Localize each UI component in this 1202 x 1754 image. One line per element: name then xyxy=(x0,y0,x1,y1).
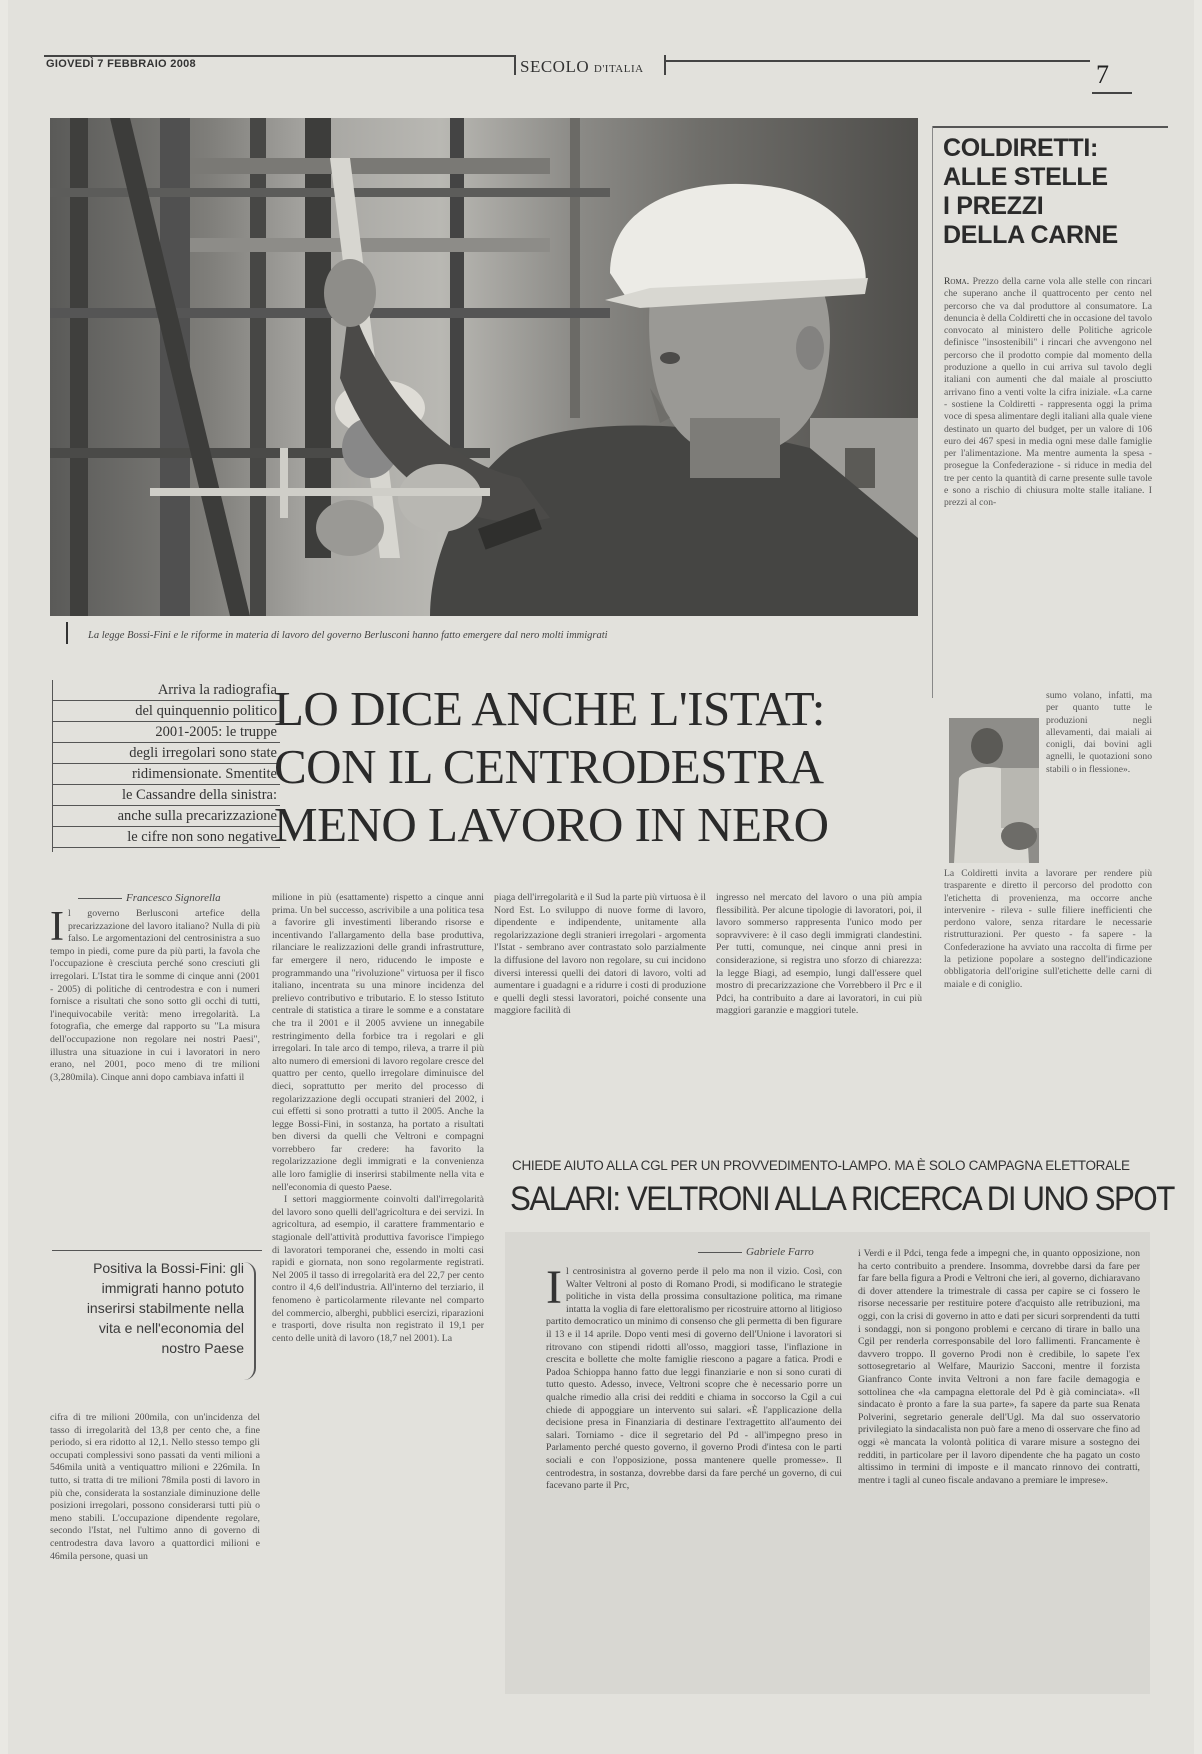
deck-line: 2001-2005: le truppe xyxy=(52,722,280,743)
main-headline xyxy=(274,680,914,854)
sidebar-body-end: La Coldiretti invita a lavorare per rendere più trasparente e diretto il percorso del prodotto con l'etichetta di provenienza, ma occorre anche intervenire - rileva - sulle filiere inefficienti che perdono valore, senza ritardare le necessarie ristrutturazioni. Per questo - fa sapere - la Confederazione ha avviato una raccolta di firme per la petizione popolare a sostegno dell'indicazione obbligatoria dell'origine sull'etichette delle carni di maiale e di coniglio. xyxy=(944,868,1152,990)
caption-bar xyxy=(66,622,68,644)
main-column-4: ingresso nel mercato del lavoro o una più ampia flessibilità. Per alcune tipologie di lavoratori, poi, il lavoro sommerso rappresenta l'unico modo per sopravvivere: è il caso degli immigrati clandestini. Per tutti, comunque, nei cinque anni presi in considerazione, si registra uno sforzo di chiarezza: la legge Biagi, ad esempio, lungi dall'essere quel mostro di precarizzazione che Vorrebbero il Prc e il Pdci, ha contribuito a dare ai lavoratori, in cui più maggiori garanzie e maggiori tutele. xyxy=(716,892,922,1017)
salari-headline: SALARI: VELTRONI ALLA RICERCA DI UNO SPOT xyxy=(510,1180,1174,1218)
page-number-rule xyxy=(1092,92,1132,94)
main-column-2 xyxy=(272,892,484,1695)
sidebar-body-continued: sumo volano, infatti, ma per quanto tutte le produzioni negli allevamenti, dai maiali ai conigli, dai bovini agli agnelli, le quotazioni sono stabili o in flessione». xyxy=(1046,690,1152,775)
salari-column-1-text: l centrosinistra al governo perde il pelo ma non il vizio. Così, con Walter Veltroni al posto di Romano Prodi, si modificano le strategie politiche in vista della prossima consultazione politica, ma rimane intatta la voglia di fare elettoralismo per ricostruire attorno al litigioso partito democratico un minimo di consenso che gli permetta di ben figurare il 13 e il 14 aprile. Dopo venti mesi di governo dell'Unione i lavoratori si ritrovano con stipendi ridotti all'osso, maggiori tasse, l'inflazione in crescita e bollette che molte famiglie riescono a pagare a fatica. Prodi e Padoa Schioppa hanno fatto due leggi finanziarie e non si sono curati di tutto questo. Adesso, invece, Veltroni scopre che è necessario porre un qualche rimedio alla crisi dei redditi e chiama in soccorso la Cgil a cui chiede di appoggiare un intervento sui salari. «È l'applicazione della decisione presa in Finanziaria di destinare l'extragettito all'aumento dei salari. Torniamo - dice il segretario del Pd - all'impegno preso in Parlamento perché questo governo, il governo Prodi d'intesa con le parti sociali e con l'opposizione, possa mantenere quelle promesse». Il centrodestra, in sostanza, dovrebbe darsi da fare perché un governo, di cui facevano parte il Prc, xyxy=(546,1266,842,1492)
sidebar-body xyxy=(944,276,1152,510)
masthead-name: SECOLO xyxy=(520,57,590,76)
pull-quote-rule xyxy=(52,1250,262,1251)
main-dropcap: I xyxy=(50,908,64,950)
butcher-illustration xyxy=(949,718,1039,863)
main-column-1b: cifra di tre milioni 200mila, con un'incidenza del tasso di irregolarità del 13,8 per cento che, a fine periodo, si era ridotto al 12,1. Nello stesso tempo gli occupati complessivi sono passati da venti milioni a 546mila unità a ventiquattro milioni e 226mila. In tutto, si tratta di tre milioni 78mila posti di lavoro in più che, considerata la sostanziale diminuzione delle posizioni irregolari, possono considerarsi tutti più o meno stabili. L'occupazione dipendente regolare, secondo l'Istat, nel l'ultimo anno di governo di centrodestra dava lavoro a quattordici milioni e 46mila persone, quasi un xyxy=(50,1412,260,1562)
deck xyxy=(52,680,280,848)
masthead-suffix: D'ITALIA xyxy=(593,63,644,75)
deck-line: Arriva la radiografia xyxy=(52,680,280,701)
headline-line: CON IL CENTRODESTRA xyxy=(274,739,824,794)
worker-illustration xyxy=(50,118,918,616)
butcher-photo xyxy=(949,718,1039,863)
photo-caption: La legge Bossi-Fini e le riforme in materia di lavoro del governo Berlusconi hanno fatto emergere dal nero molti immigrati xyxy=(88,630,608,641)
deck-line: del quinquennio politico xyxy=(52,701,280,722)
sidebar-headline-line: I PREZZI xyxy=(943,192,1044,220)
newspaper-page xyxy=(8,0,1194,1754)
salari-byline: Gabriele Farro xyxy=(698,1246,814,1258)
page-number: 7 xyxy=(1096,60,1109,89)
main-byline: Francesco Signorella xyxy=(78,892,221,904)
main-column-1 xyxy=(50,908,260,1226)
deck-line: anche sulla precarizzazione xyxy=(52,806,280,827)
deck-line: le cifre non sono negative xyxy=(52,827,280,848)
sidebar-headline-line: COLDIRETTI: xyxy=(943,134,1099,162)
main-column-1-text: l governo Berlusconi artefice della precarizzazione del lavoro italiano? Nulla di più falso. Le argomentazioni del centrosinistra a suo tempo in piedi, come pure da più parti, la favola che l'occupazione è cresciuta perché sono cresciuti gli irregolari. L'Istat tira le somme di cinque anni (2001 - 2005) di politiche di centrodestra e con i numeri fornisce a risultati che sono sotto gli occhi di tutti, l'inequivocabile verità: meno irregolarità. La fotografia, che emerge dal rapporto su "La misura dell'occupazione non regolare nei nostri Paesi", illustra una situazione in cui i lavoratori in nero erano, nel 2001, poco meno di tre milioni (3,280mila). Cinque anni dopo cambiava infatti il xyxy=(50,908,260,1083)
deck-line: le Cassandre della sinistra: xyxy=(52,785,280,806)
header-date: GIOVEDÌ 7 FEBBRAIO 2008 xyxy=(46,58,196,70)
salari-dropcap: I xyxy=(546,1266,562,1314)
main-column-2-text: milione in più (esattamente) rispetto a cinque anni prima. Un bel successo, ascrivibile a una politica tesa a favorire gli investimenti liberando risorse e incentivando l'allargamento della base produttiva, rilanciare le realizzazioni delle grandi infrastrutture, far emergere il nero, riducendo le imposte e programmando una "rivoluzione" virtuosa per il fisco italiano, incentrata su una minore incidenza del prelievo contributivo e tributario. E lo stesso Istituto centrale di statistica a tirare le somme e a constatare che tra il 2001 e il 2005 avviene un innegabile restringimento della forbice tra i regolari e gli irregolari. In tale arco di tempo, rileva, a trarre il più alto numero di emersioni di lavoro regolare cresce del quattro per cento, quello irregolare diminuisce del dieci, soprattutto per merito del processo di regolarizzazione degli occupati stranieri del 2002, i cui effetti si sono protratti a tutto il 2005. Anche la legge Bossi-Fini, in sostanza, ha portato a risultati ben diversi da quelli che Veltroni e compagni vorrebbero far credere: ha favorito la regolarizzazione degli immigrati e la convenienza alle loro famiglie di inserirsi stabilmente nella vita e nell'economia di questo Paese. xyxy=(272,892,484,1193)
salari-kicker: CHIEDE AIUTO ALLA CGL PER UN PROVVEDIMENTO-LAMPO. MA È SOLO CAMPAGNA ELETTORALE xyxy=(512,1158,1130,1173)
pull-quote: Positiva la Bossi-Fini: gli immigrati hanno potuto inserirsi stabilmente nella vita e nell'economia del nostro Paese xyxy=(86,1260,244,1356)
sidebar-dateline: Roma. xyxy=(944,276,970,287)
header-tick xyxy=(514,55,516,75)
sidebar-rule xyxy=(932,126,1168,128)
main-column-2b-text: I settori maggiormente coinvolti dall'irregolarità del lavoro sono quelli dell'agricoltura e dei servizi. In agricoltura, ad esempio, il carattere frammentario e stagionale dell'attività produttiva favorisce l'impiego di lavoratori temporanei che, essendo in molti casi rapidi e giornata, non sono regolarmente registrati. Nel 2005 il tasso di irregolarità era del 22,7 per cento contro il 4,6 dell'industria. All'interno del terziario, il fenomeno è particolarmente rilevante nel comparto del commercio, alberghi, pubblici esercizi, riparazioni e trasporti, dove risulta non registrato il 19,1 per cento delle unità di lavoro (18,7 nel 2001). La xyxy=(272,1194,484,1344)
salari-column-1 xyxy=(546,1266,842,1690)
sidebar-headline-line: ALLE STELLE xyxy=(943,163,1108,191)
pull-quote-brace xyxy=(244,1262,256,1380)
sidebar-body-text: Prezzo della carne vola alle stelle con rincari che superano anche il quattrocento per cento nel percorso che va dal produttore al consumatore. La denuncia è della Coldiretti che in occasione del tavolo convocato al ministero delle Politiche agricole definisce "insostenibili" i rincari che avvengono nel percorso che il prodotto compie dal momento della produzione a quello in cui arriva sul tavolo degli italiani con aumenti che dal maiale al prosciutto arrivano fino a venti volte la cifra iniziale. «La carne - sostiene la Coldiretti - rappresenta oggi la prima voce di spesa alimentare degli italiani alla quale viene destinato un quarto del budget, per un valore di 106 euro dei 467 spesi in media ogni mese dalle famiglie per l'alimentazione. Ma mentre aumenta la spesa - prosegue la Confederazione - si riduce in media del tre per cento la quantità di carne presente sulle tavole e sono a rischio di chiusura molte stalle italiane. I prezzi al con- xyxy=(944,276,1152,509)
header-rule-right xyxy=(664,60,1090,62)
deck-line: degli irregolari sono state xyxy=(52,743,280,764)
sidebar-headline-line: DELLA CARNE xyxy=(943,221,1118,249)
headline-line: LO DICE ANCHE L'ISTAT: xyxy=(274,681,825,736)
worker-photo xyxy=(50,118,918,616)
deck-line: ridimensionate. Smentite xyxy=(52,764,280,785)
masthead xyxy=(520,57,644,77)
sidebar-headline xyxy=(943,134,1153,250)
header-tick-right xyxy=(664,55,666,75)
header-rule-left xyxy=(44,55,514,57)
salari-column-2: i Verdi e il Pdci, tenga fede a impegni che, in quanto opposizione, non ha certo contribuito a prendere. Insomma, dovrebbe darsi da fare per far fare bella figura a Prodi e Veltroni che ieri, al governo, dichiaravano di dover attendere la trimestrale di cassa per capire se ci fossero le risorse necessarie per restituire potere d'acquisto alle retribuzioni, ma oggi, con la crisi di governo in atto e dati per sicuri sorprendenti da tutti i sondaggi, non si pongono problemi e cercano di tirare in ballo una Cgil per renderla corresponsabile del loro fallimenti. Francamente è davvero troppo. Il governo Prodi non è credibile, lo sapete l'ex sottosegretario al Welfare, Maurizio Sacconi, mentre il forzista Gianfranco Conte invita Veltroni a non fare facile demagogia e sottolinea che «la campagna elettorale del Pd è già cominciata». «Il sindacato è pronto a fare la sua parte», fa sapere da parte sua Renata Polverini, segretario generale dell'Ugl. Ma dal suo osservatorio privilegiato la sindacalista non può fare a meno di osservare che fino ad oggi «è mancata la volontà politica di varare misure a sostegno dei redditi, in particolare per il lavoro dipendente che ha pagato un costo altissimo in termini di imposte e il mancato rinnovo dei contratti, mentre i tagli al cuneo fiscale andavano a premiare le imprese». xyxy=(858,1248,1140,1486)
main-column-3: piaga dell'irregolarità e il Sud la parte più virtuosa è il Nord Est. Lo sviluppo di nuove forme di lavoro, dipendente e indipendente, unitamente alla regolarizzazione degli stranieri irregolari - argomenta l'Istat - sembrano aver contrastato solo parzialmente la diffusione del lavoro non regolare, su cui incidono diversi interessi quelli dei datori di lavoro, volti ad aumentare i guadagni e a ridurre i costi di produzione e quelli degli stessi lavoratori, poiché consente una maggiore facilità di xyxy=(494,892,706,1017)
sidebar-vertical-rule xyxy=(932,126,933,698)
headline-line: MENO LAVORO IN NERO xyxy=(274,797,829,852)
